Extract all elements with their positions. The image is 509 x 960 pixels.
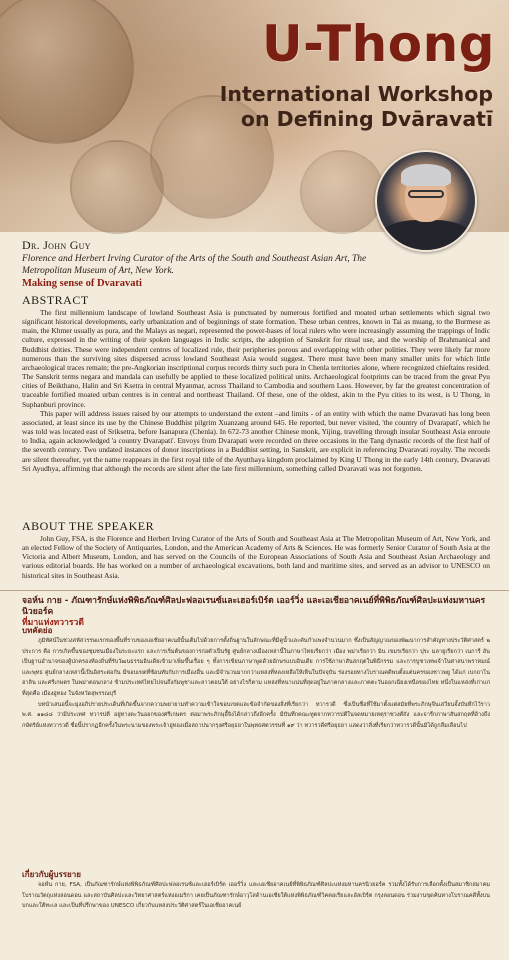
about-heading: ABOUT THE SPEAKER: [22, 519, 155, 533]
thai-abstract-heading: บทคัดย่อ: [22, 626, 53, 635]
talk-title: Making sense of Dvaravati: [22, 278, 142, 289]
thai-heading-main: จอห์น กาย - ภัณฑารักษ์แห่งพิพิธภัณฑ์ศิลปะฟลอเรนซ์และเฮอร์เบิร์ต เออร์วิ่ง และเอเชียอาคเนย์ที่พิพิธภัณฑ์ศิลปะแห่งมหานครนิวยอร์ค: [22, 596, 486, 617]
thai-abstract-paragraph-2: บทนำเสนอนี้จะมุ่งอภิปรายประเด็นที่เกิดขึ้นจากความพยายามทำความเข้าใจขอบเขตและข้อจำกัดของสิ่งที่เรียกว่า ทวารวดี ซึ่งเป็นชื่อที่ใช้มาตั้งแต่สมัยที่พระภิกษุจีนเสวียนจั้งบันทึกไว้ราว พ.ศ. ๑๑๘๘ ว่ามีประเทศ ทวารปตี อยู่ทางตะวันออกของศรีเกษตร ต่อมาพระภิกษุอี้จิงได้กล่าวถึงอีกครั้ง มีบันทึกคณะทูตจากทวารปตีในจดหมายเหตุราชวงศ์ถัง และจารึกภาษาสันสกฤตที่อ้างถึงกษัตริย์แห่งทวารวดี ชื่อนี้ปรากฏอีกครั้งในพระนามของพระเจ้าอู่ทองเมื่อสถาปนากรุงศรีอยุธยาในพุทธศตวรรษที่ ๑๙ ว่า ทวารวดีศรีอยุธยา แสดงว่าสิ่งที่เรียกว่าทวารวดีนั้นมิได้ถูกลืมเลือนไป: [22, 701, 490, 729]
portrait-glasses: [408, 190, 444, 198]
abstract-body: [22, 308, 490, 473]
coin-image: [300, 150, 384, 234]
speaker-block: [22, 238, 372, 289]
workshop-title-line1: International Workshop: [219, 82, 493, 106]
workshop-title: [193, 82, 493, 132]
speaker-portrait: [375, 150, 477, 252]
portrait-hair: [401, 164, 451, 186]
about-body: [22, 534, 490, 580]
thai-abstract-paragraph-1: ภูมิทัศน์ในช่วงสหัสวรรษแรกของพื้นที่ราบของเอเชียอาคเนย์นั้นเต็มไปด้วยการตั้งถิ่นฐานในลักษณะที่มีคูน้ำและคันกำแพงจำนวนมาก ซึ่งเป็นสัญญาณของพัฒนาการสำคัญทางประวัติศาสตร์ ๒ ประการ คือ การเกิดขึ้นของชุมชนเมืองในระยะแรก และการเริ่มต้นของการก่อตัวเป็นรัฐ ศูนย์กลางเมืองเหล่านี้ในภาษาไทยเรียกว่า เมือง พม่าเรียกว่า มิน เขมรเรียกว่า ปุระ มลายูเรียกว่า เนการี อันเป็นฐานอำนาจของผู้ปกครองท้องถิ่นที่รับวัฒนธรรมอินเดียเข้ามาเพิ่มขึ้นเรื่อย ๆ ทั้งการเขียนภาษาพูดด้วยอักษรแบบอินเดีย การใช้ภาษาสันสกฤตในพิธีกรรม และการบูชาเทพเจ้าในศาสนาพราหมณ์และพุทธ ศูนย์กลางเหล่านี้เป็นอิสระต่อกัน มีขอบเขตที่ซ้อนทับกับการเมืองอื่น และมีจำนวนมากกว่าแหล่งที่หลงเหลือให้เห็นในปัจจุบัน ร่องรอยทางโบราณคดีพบตั้งแต่นครของชาวพยู ได้แก่ เบกถาโน ฮาลิน และศรีเกษตร ในพม่าตอนกลาง ข้ามประเทศไทยไปจนถึงกัมพูชาและลาวตอนใต้ อย่างไรก็ตาม แหล่งที่หนาแน่นที่สุดอยู่ในภาคกลางและภาคตะวันออกเฉียงเหนือของไทย หนึ่งในแหล่งที่เก่าแก่ที่สุดคือ เมืองอู่ทอง ในจังหวัดสุพรรณบุรี: [22, 638, 490, 697]
section-divider: [0, 590, 509, 591]
coin-image: [70, 140, 164, 234]
abstract-paragraph-1: The first millennium landscape of lowland Southeast Asia is punctuated by numerous fortified and moated urban settlements which signal two significant historical developments, early urbanization and of beginnings of state formation. These urban centres, known in Tai as muang, to the Burmese as main, the Khmer usually as pura, and the Malays as negari, represented the power-bases of local rulers who were increasingly assuming the trappings of Indic culture, expressed in the writing of their spoken languages in Indic scripts, the adoption of Sanskrit for ritual use, and the worship of Brahmanical and Buddhist deities. These were independent centres of localized rule, their peripheries porous and overlapping with other polities. They were likely far more numerous than the surviving sites dispersed across lowland Southeast Asia would suggest. There must have been many smaller units for which little archaeological traces remain; the pre-Angkorian inscriptional corpus records thirty such pura in Chenla territories alone, where recognized chieftains resided. The Sanskrit terms negara and mandala can usefully be applied to these localized political units. Archaeological footprints can be traced from the great Pyu cities of Beikthano, Halin and Sri Ksetra in central Myanmar, across Thailand to Cambodia and southern Laos. However, by far the greatest concentration of traceable fortified moated urban centres is in central and northeast Thailand. Of these, one of the oldest, akin to the Pyu cities to its west, is U Thong, in Suphanburi province.: [22, 308, 490, 409]
about-paragraph-1: John Guy, FSA, is the Florence and Herbert Irving Curator of the Arts of South and Southeast Asia at The Metropolitan Museum of Art, New York, and an elected Fellow of the Society of Antiquaries, London, and the American Academy of Arts & Sciences. He was formerly Senior Curator of South Asia at the Victoria and Albert Museum, London, and has served on the Councils of the European Associations of South Asia and Southeast Asian Archaeology and various editorial boards. He has worked on a number of archaeological excavations, both land and maritime sites, and served as an advisor to UNESCO on historical sites in Southeast Asia.: [22, 534, 490, 580]
logo-title: U-Thong: [262, 15, 495, 73]
portrait-suit: [381, 220, 471, 252]
coin-image: [0, 0, 134, 144]
thai-about-heading: เกี่ยวกับผู้บรรยาย: [22, 870, 81, 879]
thai-abstract-body: [22, 636, 490, 731]
abstract-paragraph-2: This paper will address issues raised by our attempts to understand the extent –and limits - of an entity with which the name Dvaravati has long been associated, at least since its use by the Chinese Buddhist pilgrim Xuanzang around 645. He reported, but never visited, 'the country of Dvarapati', which he was told was located east of Sriksetra, before Isanapura (Chenla). In 672-73 another Chinese monk, Yijing, travelling through insular Southeast Asia enroute to India, again acknowledged 'a country Dvarapati'. Envoys from Dvarapati were recorded on three occasions in the Tang dynastic records of the first half of the seventh century. Two undated instances of donor inscriptions in a Buddhist setting, in Sanskrit, are explicit in referencing Dvaravati royalty. The records are silent thereafter, yet the name reappears in the first royal title of the Ayutthaya kingdom proclaimed by King U Thong in the early 14th century, Dvaravati Sri Ayudhya, affirming that although the records are silent after the late first millennium, something called Dvaravati was not forgotten.: [22, 408, 490, 473]
thai-about-paragraph-1: จอห์น กาย, FSA, เป็นภัณฑารักษ์แห่งพิพิธภัณฑ์ศิลปะฟลอเรนซ์และเฮอร์เบิร์ต เออร์วิ่ง และเอเชียอาคเนย์ที่พิพิธภัณฑ์ศิลปะแห่งมหานครนิวยอร์ค รวมทั้งได้รับการเลือกตั้งเป็นสมาชิกสมาคมโบราณวัตถุแห่งลอนดอน และสถาบันศิลปะและวิทยาศาสตร์แห่งอเมริกา เคยเป็นภัณฑารักษ์อาวุโสด้านเอเชียใต้แห่งพิพิธภัณฑ์วิคตอเรียและอัลเบิร์ต กรุงลอนดอน ร่วมงานขุดค้นทางโบราณคดีทั้งบนบกและใต้ทะเล และเป็นที่ปรึกษาของ UNESCO เกี่ยวกับแหล่งประวัติศาสตร์ในเอเชียอาคเนย์: [22, 882, 490, 910]
abstract-heading: ABSTRACT: [22, 293, 89, 307]
speaker-name: Dr. John Guy: [22, 238, 91, 252]
thai-about-body: [22, 880, 490, 912]
workshop-title-line2: on Defining Dvāravatī: [240, 107, 493, 131]
speaker-role: Florence and Herbert Irving Curator of the Arts of the South and Southeast Asian Art, The Metropolitan Museum of Art, New York.: [22, 254, 367, 276]
thai-speaker-heading: [22, 596, 492, 629]
thai-heading-topic: ที่มาแห่งทวารวดี: [22, 618, 84, 628]
